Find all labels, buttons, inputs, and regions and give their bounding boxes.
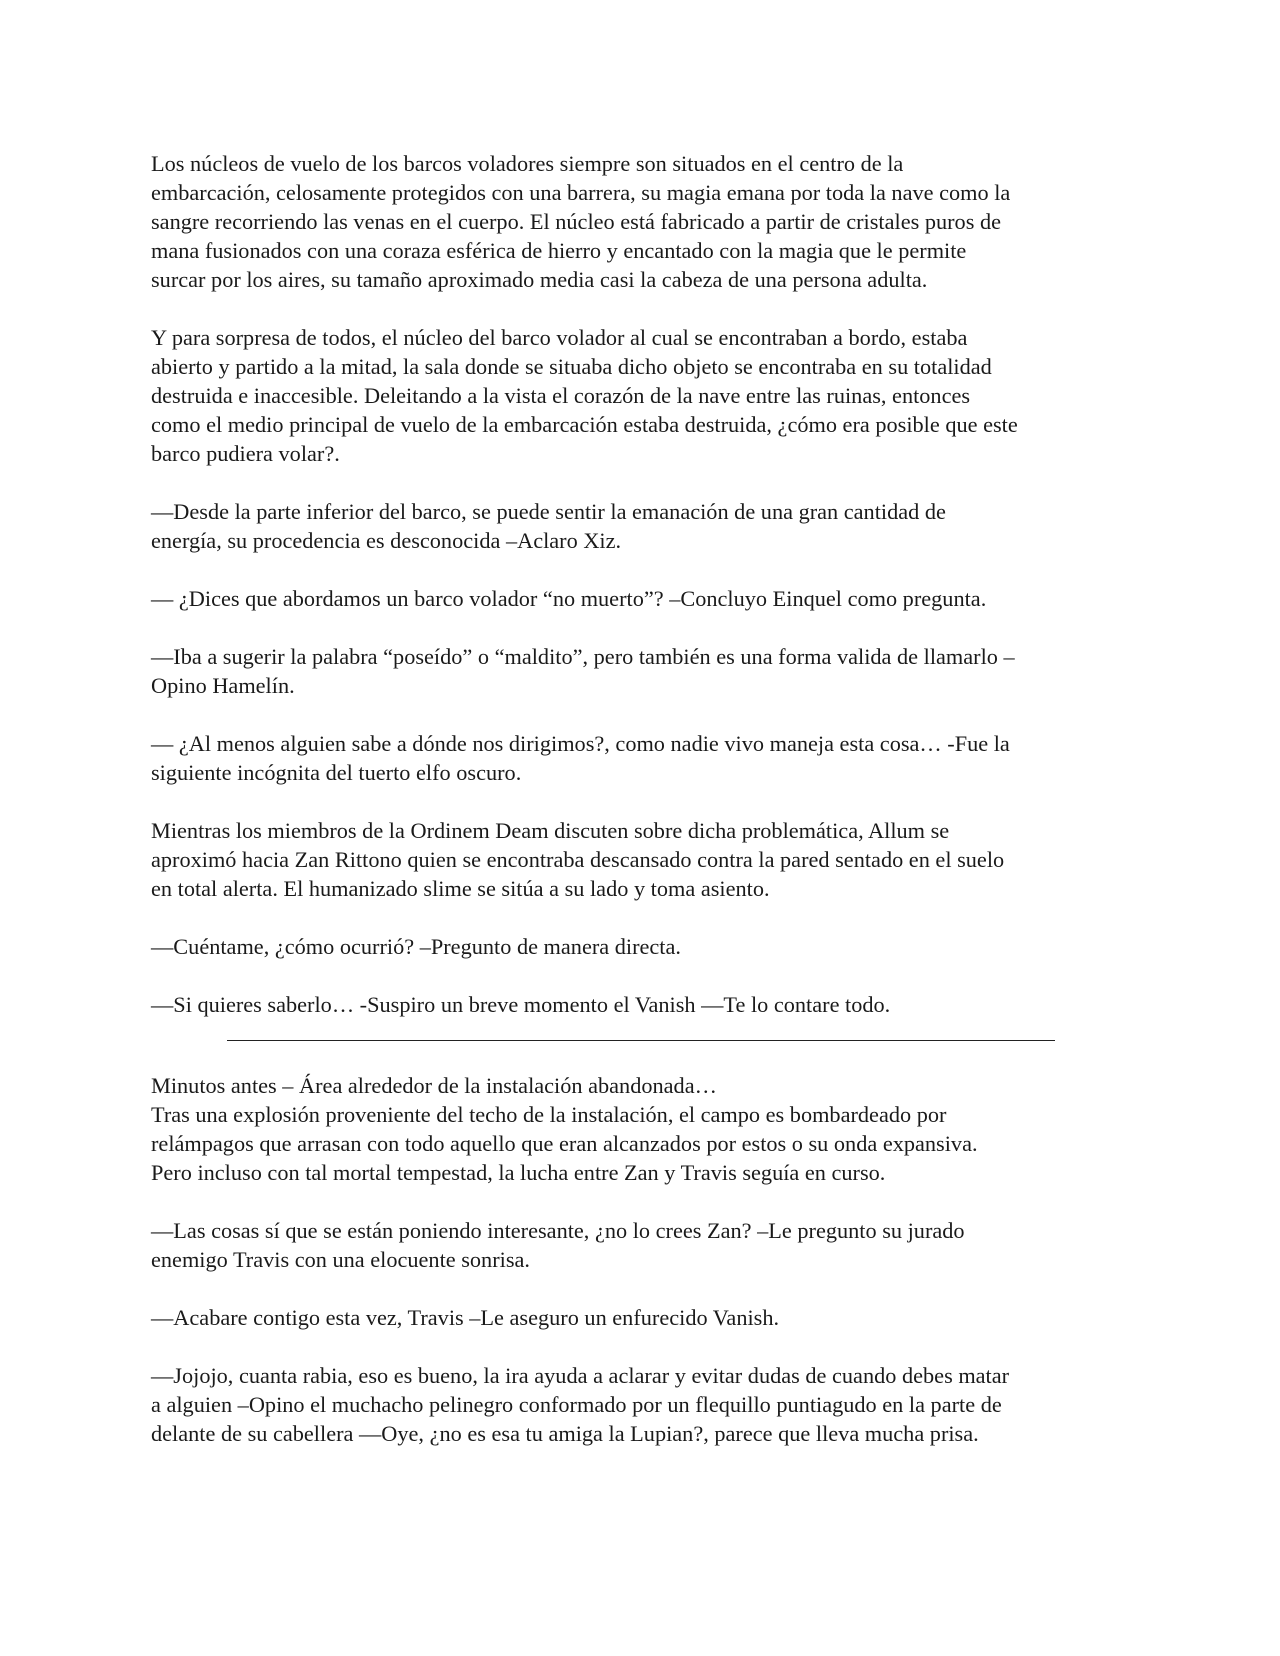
document-page	[151, 149, 1141, 1477]
paragraph-flight-cores: Los núcleos de vuelo de los barcos voladores siempre son situados en el centro de la embarcación, celosamente protegidos con una barrera, su magia emana por toda la nave como la sangre recorriendo las venas en el cuerpo. El núcleo está fabricado a partir de cristales puros de mana fusionados con una coraza esférica de hierro y encantado con la magia que le permite surcar por los aires, su tamaño aproximado media casi la cabeza de una persona adulta.	[151, 151, 1011, 292]
section-separator	[227, 1040, 1055, 1041]
dialogue-allum: —Cuéntame, ¿cómo ocurrió? –Pregunto de manera directa.	[151, 934, 681, 959]
paragraph-broken-core: Y para sorpresa de todos, el núcleo del barco volador al cual se encontraban a bordo, estaba abierto y partido a la mitad, la sala donde se situaba dicho objeto se encontraba en su totalidad destruida e inaccesible. Deleitando a la vista el corazón de la nave entre las ruinas, entonces como el medio principal de vuelo de la embarcación estaba destruida, ¿cómo era posible que este barco pudiera volar?.	[151, 325, 1018, 466]
paragraph-allum-approaches: Mientras los miembros de la Ordinem Deam discuten sobre dicha problemática, Allum se aproximó hacia Zan Rittono quien se encontraba descansado contra la pared sentado en el suelo en total alerta. El humanizado slime se sitúa a su lado y toma asiento.	[151, 818, 1005, 901]
dialogue-dark-elf: — ¿Al menos alguien sabe a dónde nos dirigimos?, como nadie vivo maneja esta cosa… -Fue la siguiente incógnita del tuerto elfo oscuro.	[151, 731, 1010, 785]
dialogue-xiz: —Desde la parte inferior del barco, se puede sentir la emanación de una gran cantidad de energía, su procedencia es desconocida –Aclaro Xiz.	[151, 499, 946, 553]
dialogue-travis-question: —Las cosas sí que se están poniendo interesante, ¿no lo crees Zan? –Le pregunto su jurado enemigo Travis con una elocuente sonrisa.	[151, 1218, 965, 1272]
dialogue-vanish: —Si quieres saberlo… -Suspiro un breve momento el Vanish —Te lo contare todo.	[151, 992, 891, 1017]
dialogue-travis-rage: —Jojojo, cuanta rabia, eso es bueno, la ira ayuda a aclarar y evitar dudas de cuando debes matar a alguien –Opino el muchacho pelinegro conformado por un flequillo puntiagudo en la parte de delante de su cabellera —Oye, ¿no es esa tu amiga la Lupian?, parece que lleva mucha prisa.	[151, 1363, 1010, 1446]
dialogue-einquel: — ¿Dices que abordamos un barco volador “no muerto”? –Concluyo Einquel como pregunta.	[151, 586, 987, 611]
paragraph-minutes-before: Minutos antes – Área alrededor de la instalación abandonada… Tras una explosión proveniente del techo de la instalación, el campo es bombardeado por relámpagos que arrasan con todo aquello que eran alcanzados por estos o su onda expansiva. Pero incluso con tal mortal tempestad, la lucha entre Zan y Travis seguía en curso.	[151, 1073, 978, 1185]
dialogue-vanish-threat: —Acabare contigo esta vez, Travis –Le aseguro un enfurecido Vanish.	[151, 1305, 780, 1330]
dialogue-hamelin: —Iba a sugerir la palabra “poseído” o “maldito”, pero también es una forma valida de llamarlo – Opino Hamelín.	[151, 644, 1015, 698]
